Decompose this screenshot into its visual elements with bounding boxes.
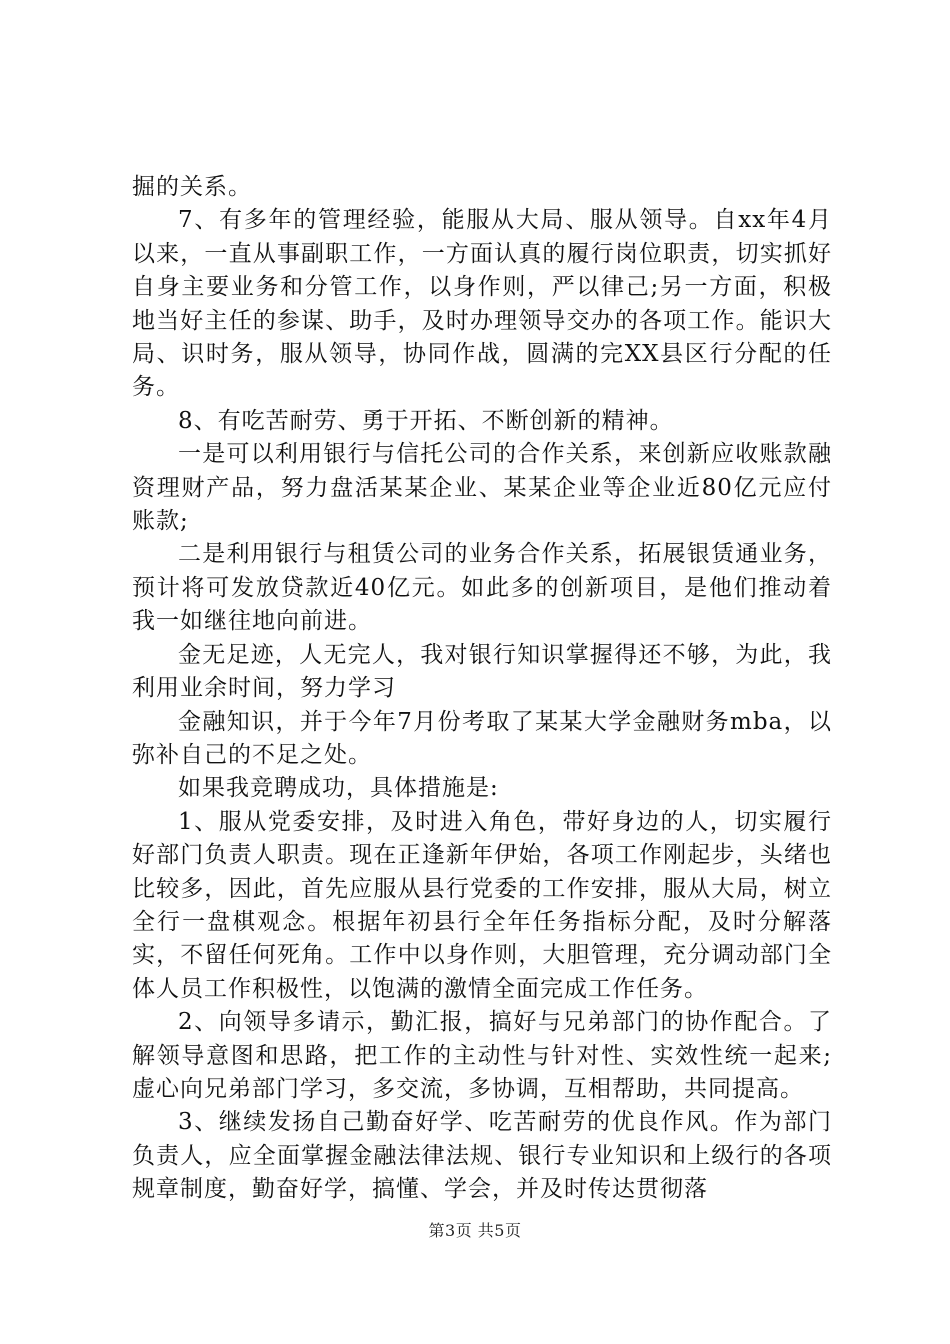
- paragraph-measure-2: 2、向领导多请示，勤汇报，搞好与兄弟部门的协作配合。了解领导意图和思路，把工作的主动性与针对性、实效性统一起来;虚心向兄弟部门学习，多交流，多协调，互相帮助，共同提高。: [132, 1009, 832, 1102]
- paragraph-leasing-cooperation: 二是利用银行与租赁公司的业务合作关系，拓展银赁通业务，预计将可发放贷款近40亿元。如此多的创新项目，是他们推动着我一如继往地向前进。: [132, 541, 832, 635]
- paragraph-trust-cooperation: 一是可以利用银行与信托公司的合作关系，来创新应收账款融资理财产品，努力盘活某某企业、某某企业等企业近80亿元应付账款;: [132, 441, 832, 535]
- paragraph-continuation: 掘的关系。: [132, 174, 252, 200]
- document-body: [132, 171, 832, 1207]
- paragraph-measure-3: 3、继续发扬自己勤奋好学、吃苦耐劳的优良作风。作为部门负责人，应全面掌握金融法律法规、银行专业知识和上级行的各项规章制度，勤奋好学，搞懂、学会，并及时传达贯彻落: [132, 1109, 832, 1203]
- paragraph-finance-study: 金融知识，并于今年7月份考取了某某大学金融财务mba，以弥补自己的不足之处。: [132, 708, 832, 768]
- paragraph-measure-1: 1、服从党委安排，及时进入角色，带好身边的人，切实履行好部门负责人职责。现在正逢新年伊始，各项工作刚起步，头绪也比较多，因此，首先应服从县行党委的工作安排，服从大局，树立全行一盘棋观念。根据年初县行全年任务指标分配，及时分解落实，不留任何死角。工作中以身作则，大胆管理，充分调动部门全体人员工作积极性，以饱满的激情全面完成工作任务。: [132, 808, 832, 1002]
- page-number-footer: 第3页 共5页: [428, 1221, 522, 1240]
- paragraph-item-7: 7、有多年的管理经验，能服从大局、服从领导。自xx年4月以来，一直从事副职工作，一方面认真的履行岗位职责，切实抓好自身主要业务和分管工作，以身作则，严以律己;另一方面，积极地当好主任的参谋、助手，及时办理领导交办的各项工作。能识大局、识时务，服从领导，协同作战，圆满的完XX县区行分配的任务。: [132, 207, 832, 401]
- paragraph-measures-intro: 如果我竞聘成功，具体措施是:: [178, 775, 499, 802]
- paragraph-self-assessment: 金无足迹，人无完人，我对银行知识掌握得还不够，为此，我利用业余时间，努力学习: [132, 641, 832, 702]
- paragraph-item-8: 8、有吃苦耐劳、勇于开拓、不断创新的精神。: [178, 407, 674, 434]
